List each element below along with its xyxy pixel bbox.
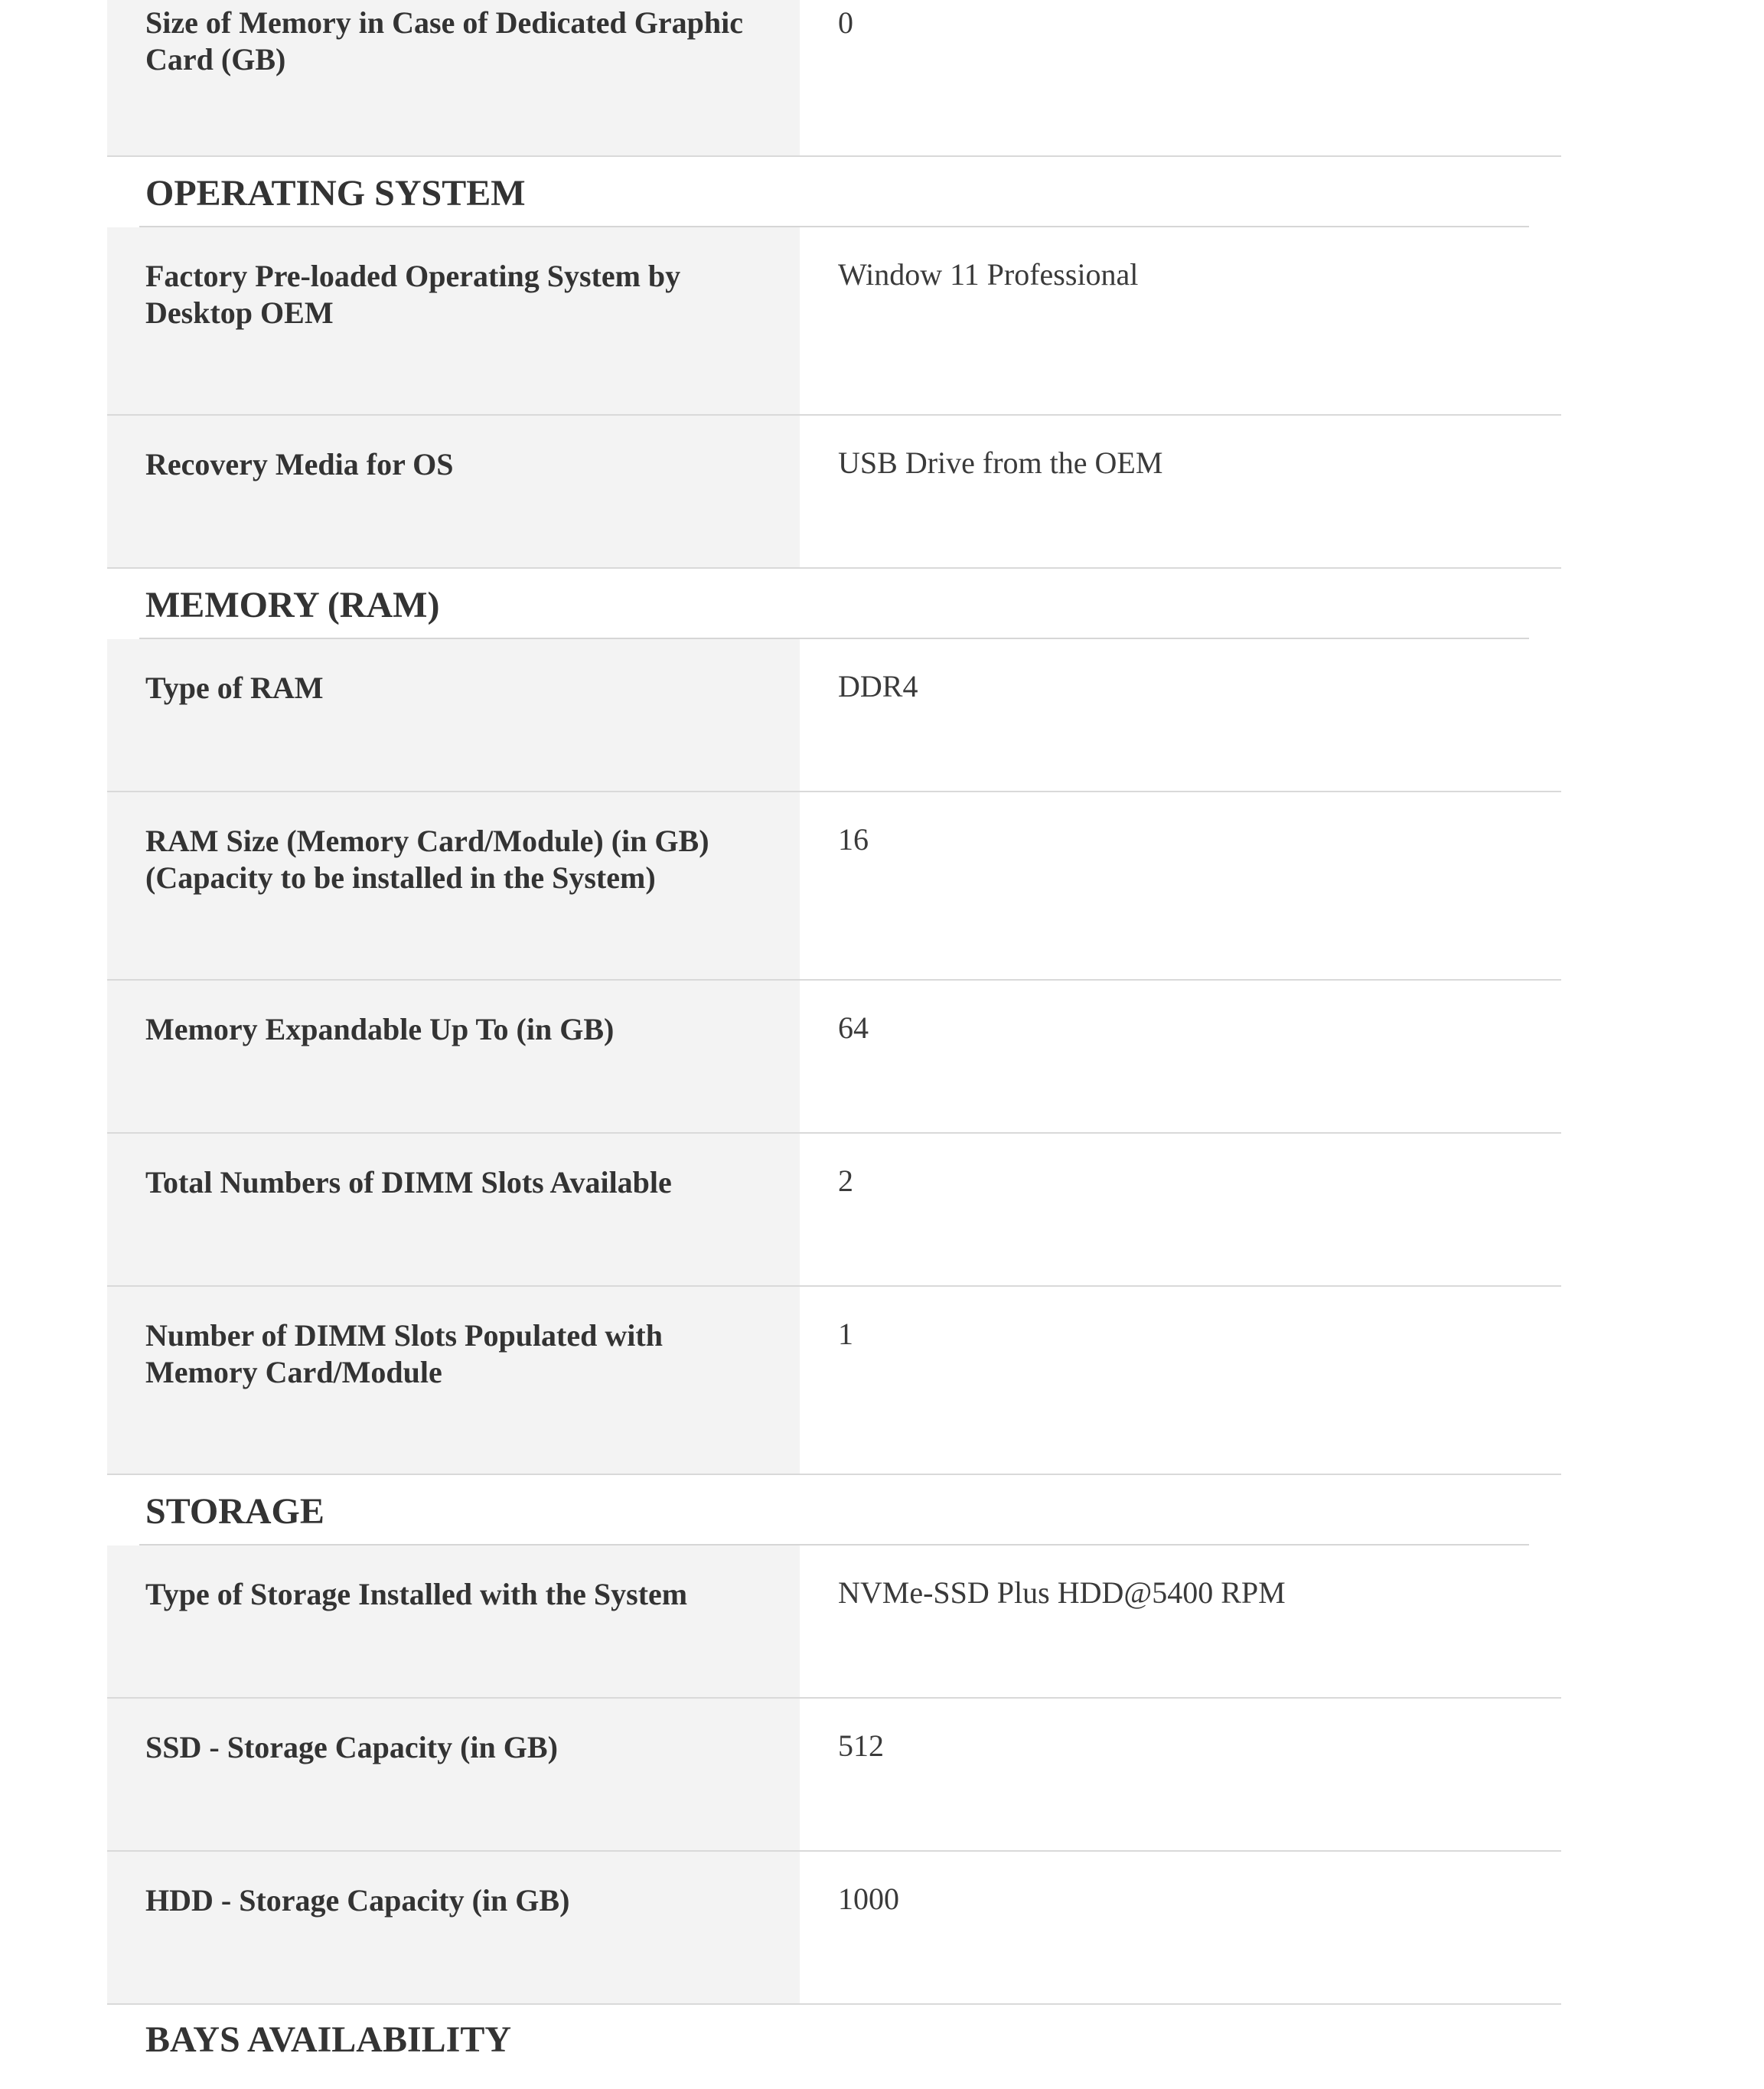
spec-value: USB Drive from the OEM [838, 446, 1163, 480]
spec-value: DDR4 [838, 669, 918, 703]
table-row [107, 981, 1561, 1134]
section-title: MEMORY (RAM) [145, 585, 440, 625]
spec-label: Size of Memory in Case of Dedicated Graphic Card (GB) [107, 0, 800, 155]
section-header-bays-availability [107, 2005, 1561, 2060]
spec-label: Type of Storage Installed with the System [107, 1546, 800, 1697]
section-title: OPERATING SYSTEM [145, 173, 526, 214]
spec-label: Factory Pre-loaded Operating System by Desktop OEM [107, 227, 800, 414]
section-header-operating-system [107, 157, 1561, 227]
spec-value: 1000 [838, 1882, 899, 1916]
table-row [107, 227, 1561, 416]
divider [139, 226, 1529, 227]
table-row [107, 1546, 1561, 1699]
spec-label: RAM Size (Memory Card/Module) (in GB) (Capacity to be installed in the System) [107, 792, 800, 979]
spec-value: 16 [838, 822, 869, 857]
spec-label: Number of DIMM Slots Populated with Memory Card/Module [107, 1287, 800, 1474]
table-row [107, 1852, 1561, 2005]
spec-label: SSD - Storage Capacity (in GB) [107, 1699, 800, 1850]
section-title: STORAGE [145, 1491, 324, 1532]
spec-table [107, 0, 1561, 2060]
spec-value: 512 [838, 1728, 884, 1763]
spec-value: NVMe-SSD Plus HDD@5400 RPM [838, 1575, 1286, 1610]
table-row [107, 0, 1561, 157]
section-header-memory [107, 569, 1561, 639]
table-row [107, 1287, 1561, 1475]
spec-value: 64 [838, 1010, 869, 1045]
spec-value: 1 [838, 1317, 853, 1351]
table-row [107, 792, 1561, 981]
spec-value: 0 [838, 5, 853, 40]
spec-value: 2 [838, 1164, 853, 1198]
divider [139, 638, 1529, 639]
table-row [107, 1699, 1561, 1852]
spec-label: HDD - Storage Capacity (in GB) [107, 1852, 800, 2003]
table-row [107, 639, 1561, 792]
table-row [107, 1134, 1561, 1287]
table-row [107, 416, 1561, 569]
spec-label: Total Numbers of DIMM Slots Available [107, 1134, 800, 1285]
spec-label: Memory Expandable Up To (in GB) [107, 981, 800, 1132]
spec-label: Recovery Media for OS [107, 416, 800, 567]
section-header-storage [107, 1475, 1561, 1546]
spec-label: Type of RAM [107, 639, 800, 791]
divider [139, 1544, 1529, 1546]
section-title: BAYS AVAILABILITY [145, 2019, 512, 2060]
spec-value: Window 11 Professional [838, 257, 1139, 292]
